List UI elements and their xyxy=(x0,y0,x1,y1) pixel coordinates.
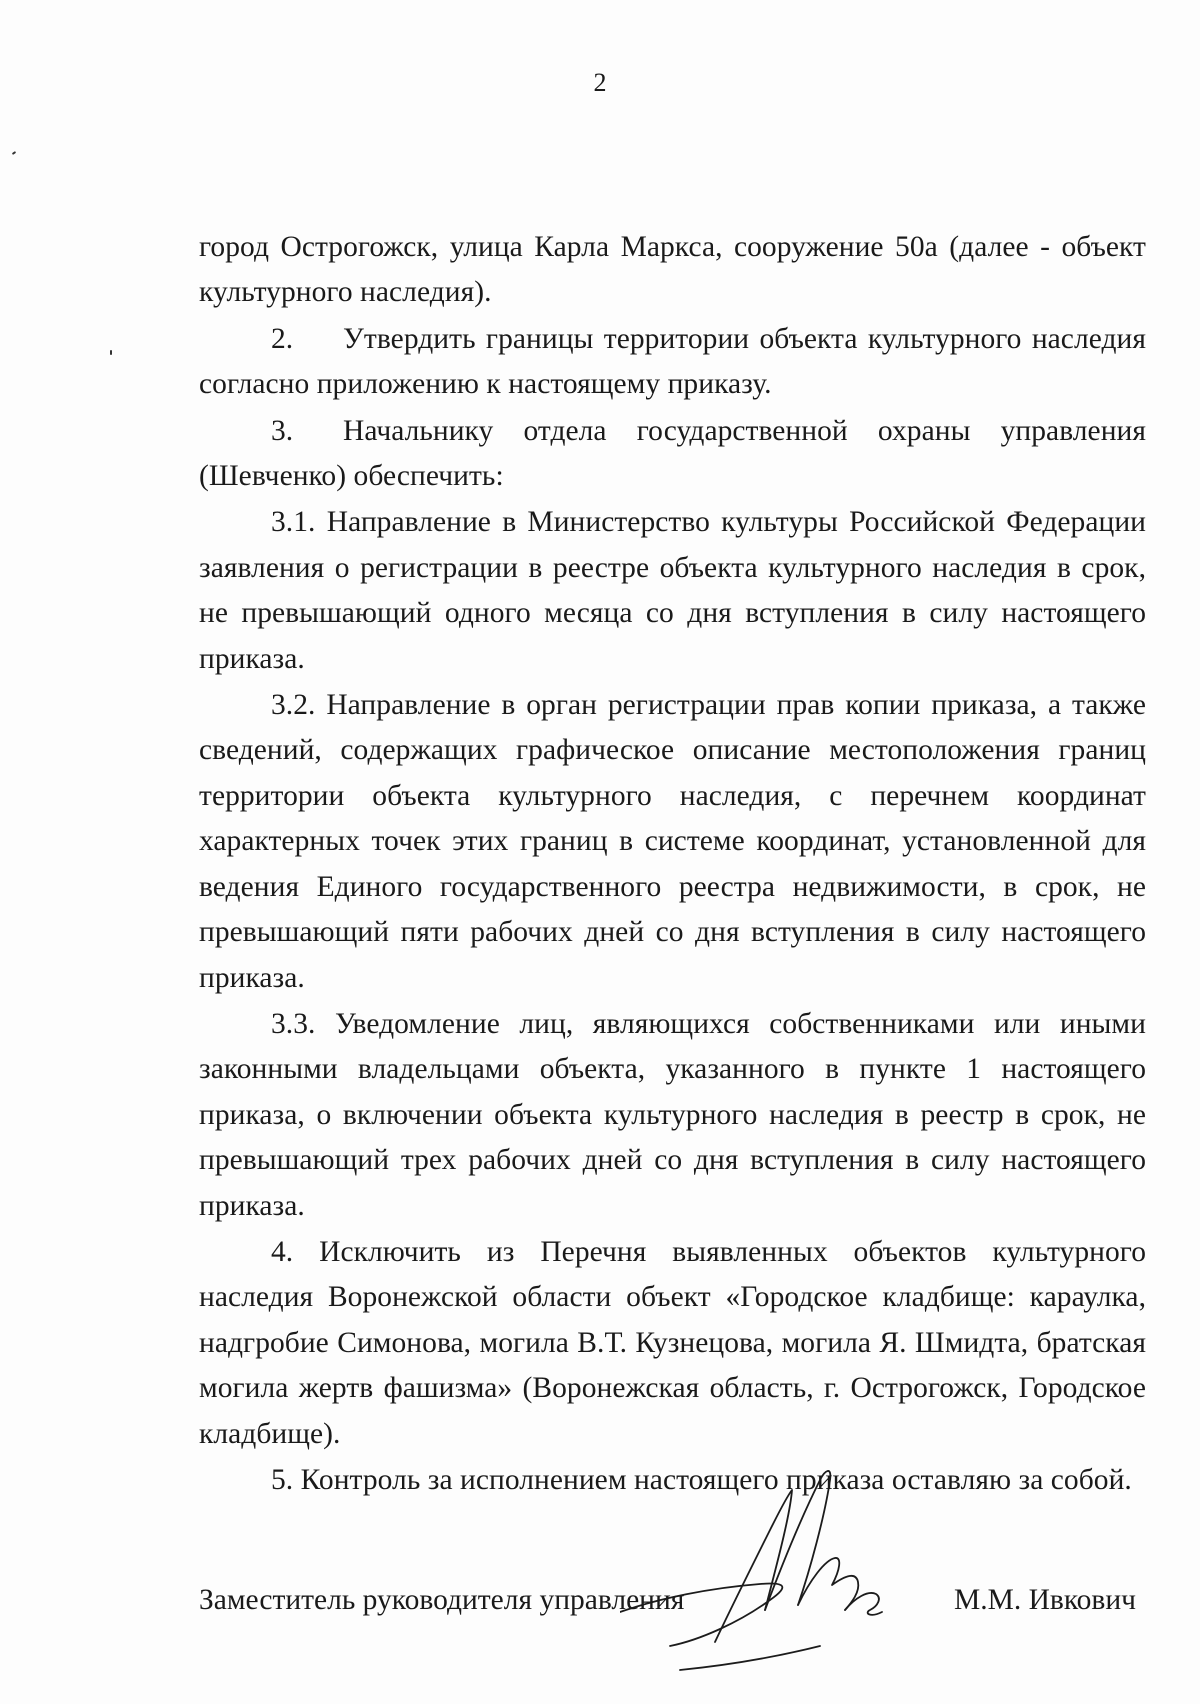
scan-speck xyxy=(12,151,16,155)
paragraph-3 xyxy=(199,409,1146,500)
paragraph-3-number: 3. xyxy=(271,414,294,447)
paragraph-3-2: 3.2. Направление в орган регистрации прав копии приказа, а также сведений, содержащих графическое описание местоположения границ территории объекта культурного наследия, с перечнем координат характерных точек этих границ в системе координат, установленной для ведения Единого государственного реестра недвижимости, в срок, не превышающий пяти рабочих дней со дня вступления в силу настоящего приказа. xyxy=(199,689,1146,994)
signature-block xyxy=(199,1580,1146,1640)
paragraph-5: 5. Контроль за исполнением настоящего приказа оставляю за собой. xyxy=(271,1463,1132,1496)
paragraph-3-text: Начальнику отдела государственной охраны управления (Шевченко) обеспечить: xyxy=(199,414,1146,493)
paragraph-intro: город Острогожск, улица Карла Маркса, сооружение 50а (далее - объект культурного наследия). xyxy=(199,231,1146,309)
signatory-position: Заместитель руководителя управления xyxy=(199,1584,685,1616)
handwritten-signature xyxy=(620,1460,940,1690)
paragraph-2-number: 2. xyxy=(271,322,294,355)
signatory-name: М.М. Ивкович xyxy=(954,1584,1136,1616)
paragraph-3-1: 3.1. Направление в Министерство культуры Российской Федерации заявления о регистрации в реестре объекта культурного наследия в срок, не превышающий одного месяца со дня вступления в силу настоящего приказа. xyxy=(199,506,1146,675)
document-body xyxy=(199,225,1146,1503)
paragraph-2 xyxy=(199,317,1146,408)
paragraph-4: 4. Исключить из Перечня выявленных объектов культурного наследия Воронежской области объект «Городское кладбище: караулка, надгробие Симонова, могила В.Т. Кузнецова, могила Я. Шмидта, братская могила жертв фашизма» (Воронежская область, г. Острогожск, Городское кладбище). xyxy=(199,1235,1146,1450)
paragraph-2-text: Утвердить границы территории объекта культурного наследия согласно приложению к настоящему приказу. xyxy=(199,322,1146,401)
scan-speck xyxy=(110,350,112,355)
page-number: 2 xyxy=(593,68,607,97)
paragraph-3-3: 3.3. Уведомление лиц, являющихся собственниками или иными законными владельцами объекта, указанного в пункте 1 настоящего приказа, о включении объекта культурного наследия в реестр в срок, не превышающий трех рабочих дней со дня вступления в силу настоящего приказа. xyxy=(199,1007,1146,1222)
